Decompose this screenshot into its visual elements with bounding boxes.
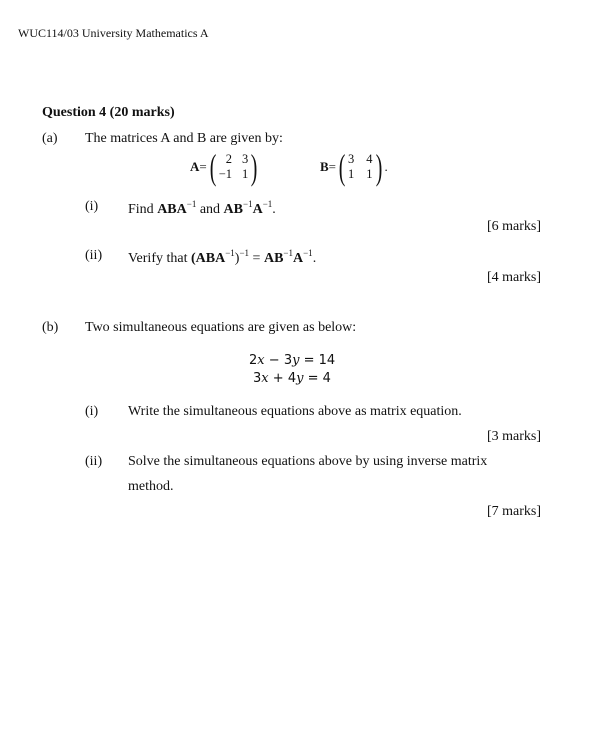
expr-aba: ABA [157,202,187,217]
part-b-i-text: Write the simultaneous equations above as matrix equation. [128,404,462,419]
expr-ab: AB [223,202,243,217]
left-paren: ( [209,147,217,187]
part-b-ii-label: (ii) [85,454,103,469]
matrix-cell: 1 [366,167,373,181]
period: . [312,251,317,266]
question-title: Question 4 (20 marks) [42,105,175,120]
equation-2 [253,371,331,386]
variable-x: x [257,353,265,368]
expr-ab: AB [263,251,284,266]
coef: 3 [283,353,293,368]
matrix-b-end: . [384,159,388,174]
expr-a: A [292,251,304,266]
matrix-a-equals: = [199,159,207,174]
marks-b-i: [3 marks] [486,429,541,444]
matrix-b-equals: = [328,159,337,174]
marks-a-i: [6 marks] [486,219,541,234]
variable-y: y [296,371,304,386]
coef: 4 [287,371,297,386]
rhs: = 14 [303,353,336,368]
exponent: −1 [239,248,250,258]
exponent: −1 [303,248,313,258]
and-word: and [199,202,221,217]
matrix-a-cells [219,152,249,182]
matrix-a-name: A [190,159,200,174]
part-b-ii-text-line1: Solve the simultaneous equations above by using inverse matrix [128,454,488,469]
variable-x: x [261,371,269,386]
matrix-cell: 1 [242,167,249,181]
part-b-intro: Two simultaneous equations are given as below: [85,320,357,335]
marks-b-ii: [7 marks] [486,504,541,519]
matrix-a [190,149,260,185]
exponent: −1 [225,248,235,258]
left-paren: ( [338,147,346,187]
equation-1 [249,353,335,368]
marks-a-ii: [4 marks] [486,270,541,285]
coef: 2 [249,353,258,368]
matrix-b-name: B [320,159,329,174]
matrix-cell: 2 [225,152,233,166]
part-b-label: (b) [42,320,59,335]
matrix-b-cells [348,152,373,182]
part-b-ii-text-line2: method. [128,479,174,494]
operator: + [272,371,284,386]
variable-y: y [292,353,300,368]
coef: 3 [253,371,262,386]
right-paren: ) [375,147,382,187]
matrix-cell: −1 [218,167,233,181]
matrix-cell: 4 [366,152,373,166]
verify-word: Verify that [128,251,188,266]
exponent: −1 [283,248,293,258]
exponent: −1 [186,199,197,209]
part-a-ii-label: (ii) [85,248,103,263]
part-a-ii-text [128,248,316,267]
close-paren: ) [234,251,240,266]
matrix-cell: 3 [242,152,249,166]
part-a-intro: The matrices A and B are given by: [85,131,283,146]
matrix-cell: 1 [348,167,355,181]
operator: − [268,353,280,368]
expr-a: A [252,202,263,217]
part-a-i-text [128,199,276,218]
exponent: −1 [243,199,253,209]
part-b-i-label: (i) [85,404,99,419]
page-header: WUC114/03 University Mathematics A [18,26,209,40]
right-paren: ) [250,147,258,187]
equals-sign: = [252,251,261,266]
matrix-cell: 3 [348,152,355,166]
part-a-i-label: (i) [85,199,99,214]
matrix-b [320,149,388,185]
period: . [272,202,276,217]
find-word: Find [128,202,154,217]
rhs: = 4 [307,371,331,386]
expr-open-aba: (ABA [190,251,226,266]
part-a-label: (a) [42,131,58,146]
exponent: −1 [262,199,273,209]
